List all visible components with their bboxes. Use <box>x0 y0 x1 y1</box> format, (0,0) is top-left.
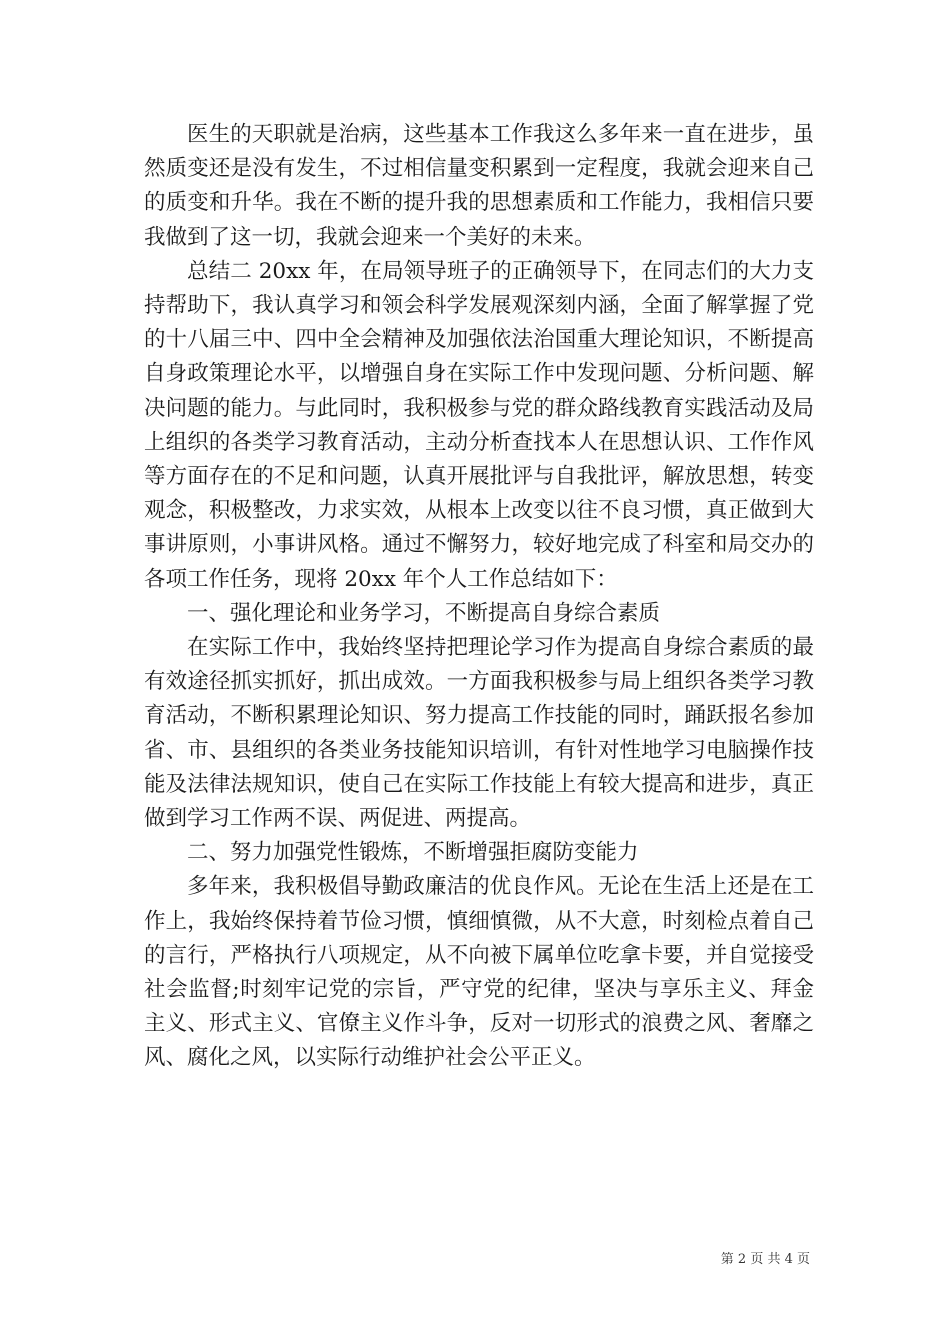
section-heading-party-discipline: 二、努力加强党性锻炼，不断增强拒腐防变能力 <box>187 840 639 866</box>
document-body <box>144 118 814 1076</box>
paragraph-summary-two: 总结二 20xx 年，在局领导班子的正确领导下，在同志们的大力支持帮助下，我认真学习和领会科学发展观深刻内涵，全面了解掌握了党的十八届三中、四中全会精神及加强依法治国重大理论知识，不断提高自身政策理论水平，以增强自身在实际工作中发现问题、分析问题、解决问题的能力。与此同时，我积极参与党的群众路线教育实践活动及局上组织的各类学习教育活动，主动分析查找本人在思想认识、工作作风等方面存在的不足和问题，认真开展批评与自我批评，解放思想，转变观念，积极整改，力求实效，从根本上改变以往不良习惯，真正做到大事讲原则，小事讲风格。通过不懈努力，较好地完成了科室和局交办的各项工作任务，现将 20xx 年个人工作总结如下： <box>144 258 814 592</box>
paragraph-doctor-duty: 医生的天职就是治病，这些基本工作我这么多年来一直在进步，虽然质变还是没有发生，不过相信量变积累到一定程度，我就会迎来自己的质变和升华。我在不断的提升我的思想素质和工作能力，我相信只要我做到了这一切，我就会迎来一个美好的未来。 <box>144 122 814 250</box>
section-heading-theory-study: 一、强化理论和业务学习，不断提高自身综合素质 <box>187 600 661 626</box>
paragraph-party-discipline: 多年来，我积极倡导勤政廉洁的优良作风。无论在生活上还是在工作上，我始终保持着节俭习惯，慎细慎微，从不大意，时刻检点着自己的言行，严格执行八项规定，从不向被下属单位吃拿卡要，并自觉接受社会监督;时刻牢记党的宗旨，严守党的纪律，坚决与享乐主义、拜金主义、形式主义、官僚主义作斗争，反对一切形式的浪费之风、奢靡之风、腐化之风，以实际行动维护社会公平正义。 <box>144 874 814 1071</box>
page-number-footer: 第 2 页 共 4 页 <box>720 1252 810 1267</box>
paragraph-theory-study: 在实际工作中，我始终坚持把理论学习作为提高自身综合素质的最有效途径抓实抓好，抓出成效。一方面我积极参与局上组织各类学习教育活动，不断积累理论知识、努力提高工作技能的同时，踊跃报名参加省、市、县组织的各类业务技能知识培训，有针对性地学习电脑操作技能及法律法规知识，使自己在实际工作技能上有较大提高和进步，真正做到学习工作两不误、两促进、两提高。 <box>144 635 814 832</box>
